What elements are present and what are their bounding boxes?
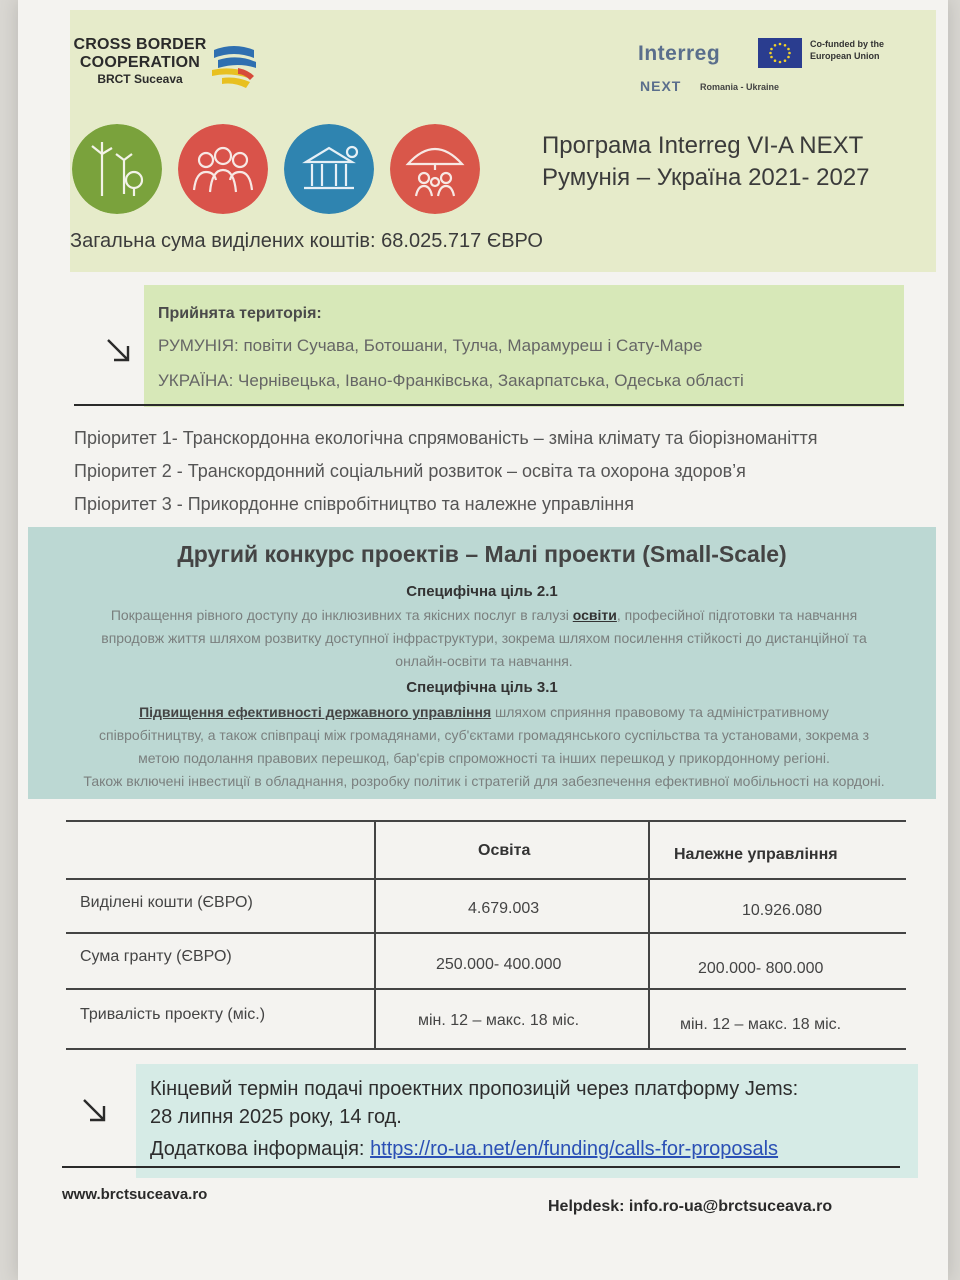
table-row-label: Тривалість проекту (міс.): [80, 1006, 266, 1023]
interreg-logo: [638, 38, 928, 98]
spec-goal-3-1-line-4: Також включені інвестиції в обладнання, розробку політик і стратегій для забезпечення ефективної мобільності на кордоні.: [83, 773, 885, 789]
table-row-label: Сума гранту (ЄВРО): [80, 948, 232, 965]
header-banner: [70, 10, 936, 272]
table-line: [66, 932, 906, 934]
cofunded-text: Co-funded by the European Union: [810, 39, 884, 61]
funding-table: [66, 820, 906, 1050]
territory-romania: РУМУНІЯ: повіти Сучава, Ботошани, Тулча, Марамуреш і Сату-Маре: [158, 336, 703, 355]
building-education-icon: [284, 124, 374, 214]
eu-flag-icon: [758, 38, 802, 68]
spec-goal-2-1-line-3: онлайн-освіти та навчання.: [395, 653, 573, 669]
table-line: [66, 1048, 906, 1050]
territory-box: [144, 285, 904, 407]
arrow-down-right-icon: [104, 336, 134, 366]
divider: [74, 404, 904, 406]
spec-goal-3-1-title: Специфічна ціль 3.1: [406, 679, 558, 696]
table-row-label: Виділені кошти (ЄВРО): [80, 894, 253, 911]
brct-hands-icon: [208, 40, 260, 92]
table-vline: [648, 820, 650, 1050]
next-region: Romania - Ukraine: [700, 82, 780, 92]
priority-icons: [72, 124, 492, 214]
umbrella-family-icon: [390, 124, 480, 214]
spec-goal-2-1-underlined: освіти: [572, 607, 617, 623]
table-header-governance: Належне управління: [674, 846, 838, 863]
spec-goal-2-1-line-1: [36, 604, 932, 627]
territory-ukraine: УКРАЇНА: Чернівецька, Івано-Франківська, Закарпатська, Одеська області: [158, 371, 744, 390]
divider: [62, 1166, 900, 1168]
spec-goal-2-1-title: Специфічна ціль 2.1: [406, 583, 558, 600]
deadline-box: [136, 1064, 918, 1178]
call-section: [28, 527, 936, 799]
program-title: [542, 130, 870, 194]
table-cell: мін. 12 – макс. 18 міс.: [418, 1012, 580, 1029]
spec-goal-2-1-text: Покращення рівного доступу до інклюзивних та якісних послуг в галузі: [110, 607, 573, 623]
document-page: [18, 0, 948, 1280]
priority-1: Пріоритет 1- Транскордонна екологічна спрямованість – зміна клімату та біорізноманіття: [74, 428, 818, 448]
call-title: Другий конкурс проектів – Малі проекти (Small-Scale): [177, 541, 787, 567]
spec-goal-3-1-underlined: Підвищення ефективності державного управління: [139, 704, 492, 720]
deadline-line-1: Кінцевий термін подачі проектних пропозицій через платформу Jems:: [150, 1078, 799, 1100]
total-funds: Загальна сума виділених коштів: 68.025.717 ЄВРО: [70, 230, 543, 252]
spec-goal-3-1-line-1: [36, 701, 932, 724]
priority-3: Пріоритет 3 - Прикордонне співробітництво та належне управління: [74, 494, 634, 514]
spec-goal-3-1-line-2: співробітництву, а також співпраці між громадянами, суб'єктами громадянського суспільства та установами, зокрема з: [99, 727, 869, 743]
spec-goal-2-1-text-cont: , професійної підготовки та навчання: [616, 607, 858, 623]
footer-website[interactable]: www.brctsuceava.ro: [62, 1186, 208, 1203]
table-line: [66, 988, 906, 990]
spec-goal-3-1-text: шляхом сприяння правовому та адміністративному: [491, 704, 829, 720]
table-cell: 4.679.003: [468, 900, 540, 917]
people-group-icon: [178, 124, 268, 214]
arrow-down-right-icon: [80, 1096, 110, 1126]
table-cell: мін. 12 – макс. 18 міс.: [680, 1016, 842, 1033]
table-cell: 10.926.080: [742, 902, 823, 919]
program-title-line-2: Румунія – Україна 2021- 2027: [542, 164, 870, 191]
next-label: NEXT: [640, 78, 682, 94]
spec-goal-2-1-line-2: впродовж життя шляхом розвитку доступної інфраструктури, зокрема шляхом посилення стійкості до дистанційної та: [101, 630, 867, 646]
spec-goal-3-1-line-3: метою подолання правових перешкод, бар'єрів спроможності та інших перешкод у прикордонному регіоні.: [138, 750, 830, 766]
priority-2: Пріоритет 2 - Транскордонний соціальний розвиток – освіта та охорона здоров’я: [74, 461, 746, 481]
table-vline: [374, 820, 376, 1050]
wind-solar-icon: [72, 124, 162, 214]
logo-line-2: COOPERATION: [79, 54, 201, 71]
additional-info-label: Додаткова інформація:: [150, 1138, 371, 1160]
territory-heading: Прийнята територія:: [158, 305, 322, 322]
table-line: [66, 820, 906, 822]
additional-info: [150, 1138, 778, 1161]
table-header-education: Освіта: [478, 842, 531, 859]
table-cell: 200.000- 800.000: [698, 960, 824, 977]
table-line: [66, 878, 906, 880]
logo-line-1: CROSS BORDER: [73, 36, 207, 53]
logo-line-3: BRCT Suceava: [97, 72, 183, 86]
interreg-name: Interreg: [638, 42, 721, 65]
footer-helpdesk[interactable]: Helpdesk: info.ro-ua@brctsuceava.ro: [548, 1198, 833, 1215]
deadline-date: 28 липня 2025 року, 14 год.: [150, 1106, 402, 1128]
program-title-line-1: Програма Interreg VI-A NEXT: [542, 132, 864, 159]
table-cell: 250.000- 400.000: [436, 956, 562, 973]
calls-link[interactable]: https://ro-ua.net/en/funding/calls-for-proposals: [370, 1138, 779, 1160]
